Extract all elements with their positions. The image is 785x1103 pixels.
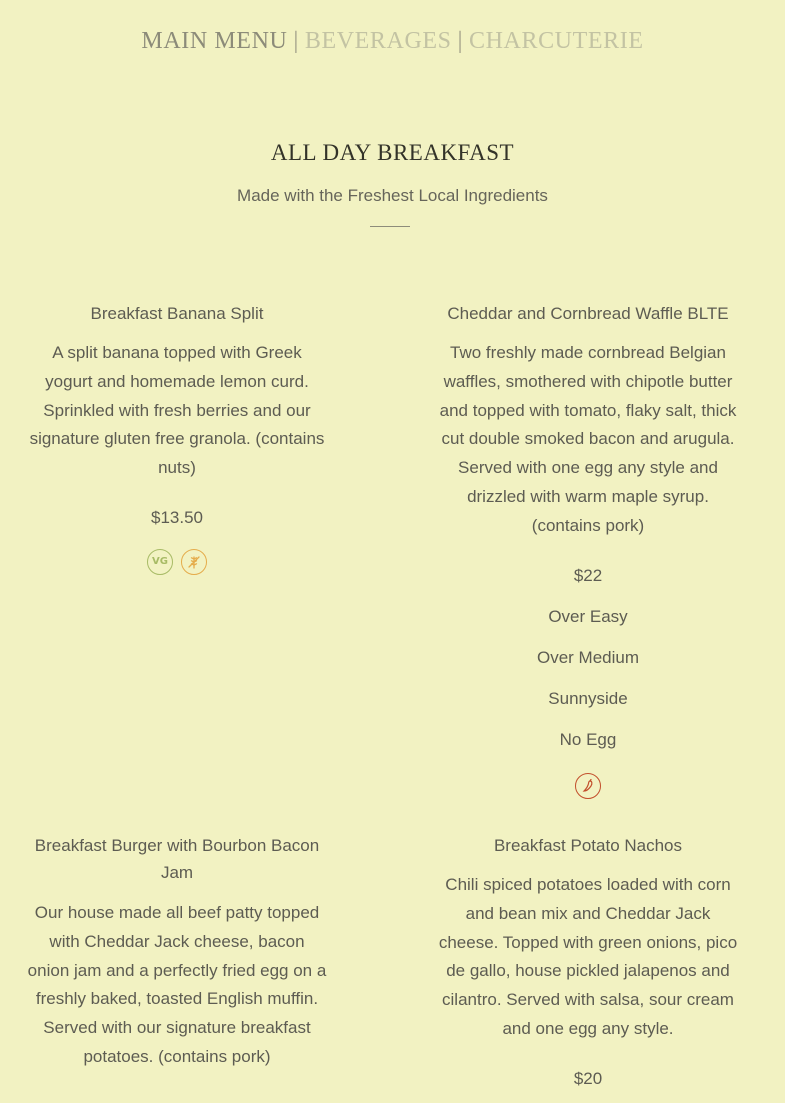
menu-item-breakfast-burger <box>27 832 327 1072</box>
dietary-icons <box>437 773 739 799</box>
item-price: $20 <box>573 1068 603 1088</box>
item-description: Two freshly made cornbread Belgian waffles, smothered with chipotle butter and topped with tomato, flaky salt, thick cut double smoked bacon and arugula. Served with one egg any style and drizzled with warm maple syrup. (contains pork) <box>439 343 737 535</box>
menu-item-banana-split <box>27 300 327 575</box>
vegetarian-icon: VG <box>147 549 173 575</box>
nav-beverages[interactable]: BEVERAGES <box>304 28 452 54</box>
egg-option-no-egg[interactable]: No Egg <box>559 729 617 749</box>
gluten-free-icon <box>181 549 207 575</box>
egg-option-over-easy[interactable]: Over Easy <box>548 606 628 626</box>
item-name: Breakfast Potato Nachos <box>493 836 683 855</box>
item-price: $13.50 <box>151 507 203 527</box>
item-name: Breakfast Burger with Bourbon Bacon Jam <box>34 836 320 882</box>
nav-charcuterie[interactable]: CHARCUTERIE <box>469 28 644 54</box>
menu-item-waffle-blte <box>437 300 739 799</box>
dietary-icons <box>27 549 327 575</box>
item-name: Cheddar and Cornbread Waffle BLTE <box>447 304 729 323</box>
item-description: A split banana topped with Greek yogurt and homemade lemon curd. Sprinkled with fresh berries and our signature gluten free granola. (contains nuts) <box>29 343 325 478</box>
section-subtitle: Made with the Freshest Local Ingredients <box>237 186 548 205</box>
item-price: $22 <box>573 565 603 585</box>
item-name: Breakfast Banana Split <box>90 304 264 323</box>
egg-option-sunnyside[interactable]: Sunnyside <box>548 688 628 708</box>
egg-option-over-medium[interactable]: Over Medium <box>536 647 640 667</box>
nav-main-menu[interactable]: MAIN MENU <box>141 28 288 54</box>
spicy-pepper-icon <box>575 773 601 799</box>
nav-separator: | <box>457 28 463 54</box>
nav-separator: | <box>293 28 299 54</box>
section-title: ALL DAY BREAKFAST <box>270 140 515 165</box>
menu-item-potato-nachos <box>437 832 739 1090</box>
item-description: Our house made all beef patty topped with Cheddar Jack cheese, bacon onion jam and a perfectly fried egg on a freshly baked, toasted English muffin. Served with our signature breakfast potatoes. (contains pork) <box>27 903 327 1066</box>
menu-nav <box>0 28 785 55</box>
section-divider <box>370 226 410 227</box>
item-description: Chili spiced potatoes loaded with corn and bean mix and Cheddar Jack cheese. Topped with green onions, pico de gallo, house pickled jalapenos and cilantro. Served with salsa, sour cream and one egg any style. <box>438 875 738 1038</box>
